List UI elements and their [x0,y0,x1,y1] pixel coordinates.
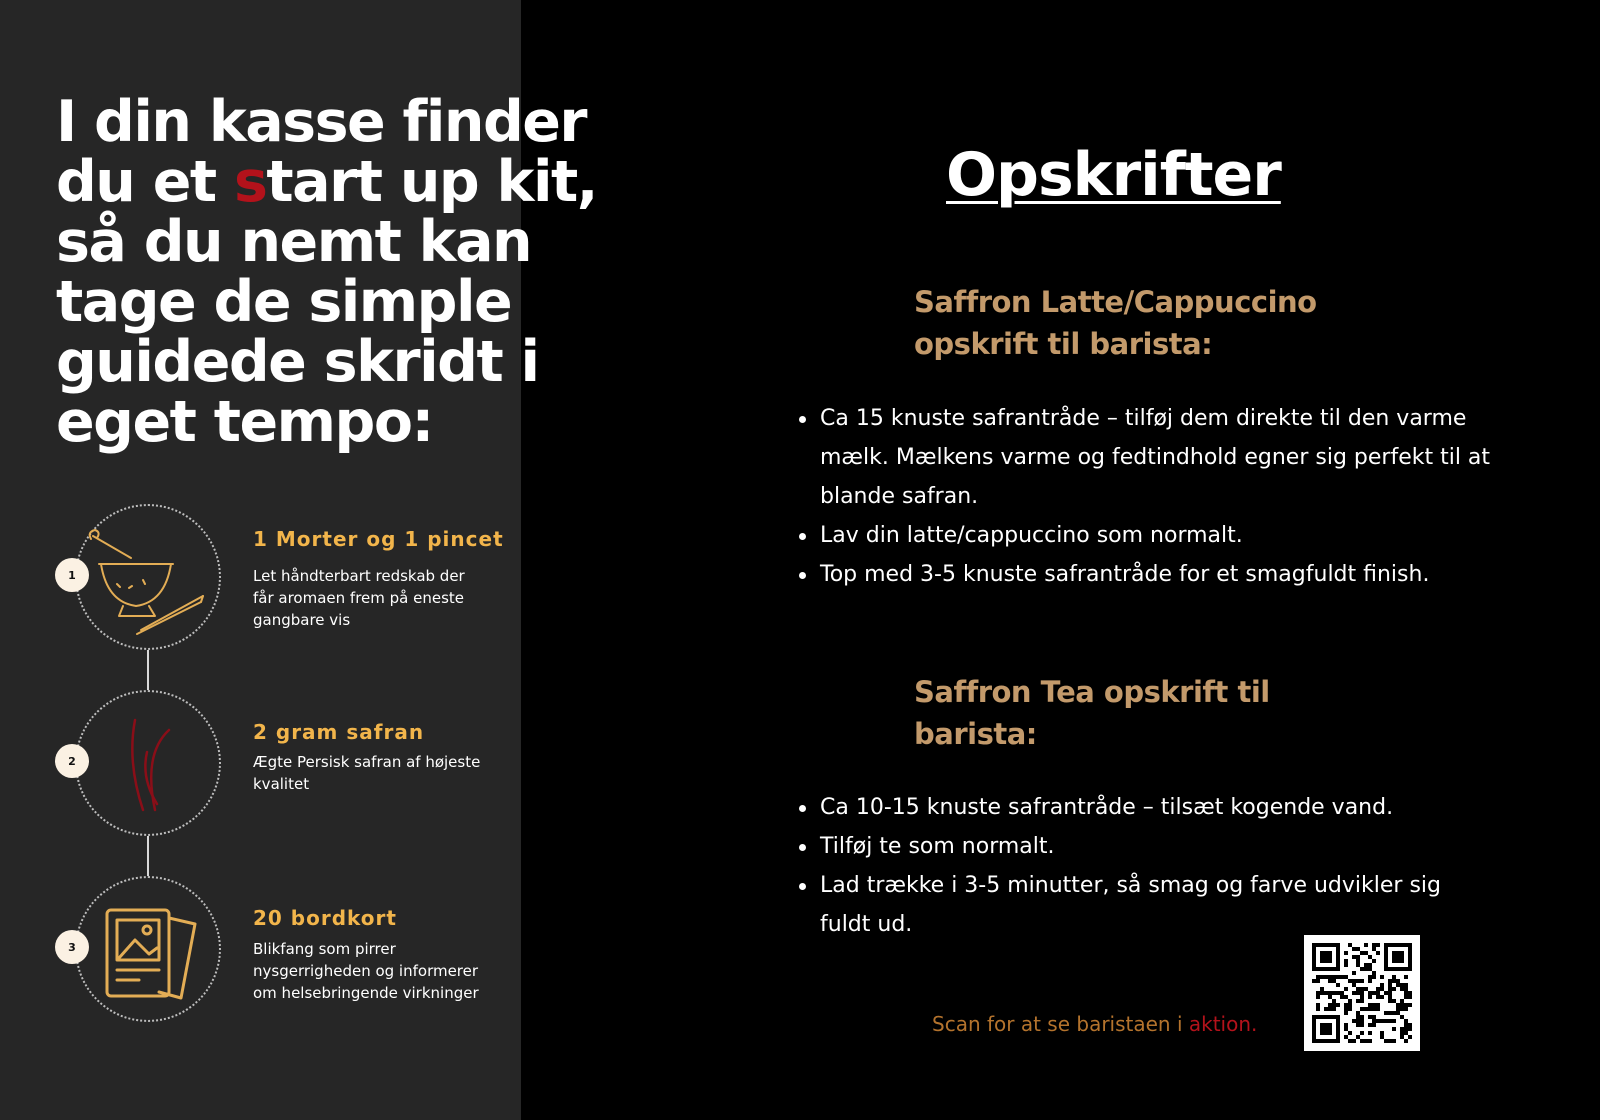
item-1-title: 1 Morter og 1 pincet [253,527,504,551]
list-item: Top med 3-5 knuste safrantråde for et smagfuldt finish. [792,555,1492,594]
item-2-circle [75,690,221,836]
headline [56,89,676,455]
saffron-threads-icon [77,692,223,838]
recipe-2-steps [792,788,1492,944]
list-item: Lav din latte/cappuccino som normalt. [792,516,1492,555]
list-item: Tilføj te som normalt. [792,827,1492,866]
scan-caption-prefix: Scan for at se baristaen i [932,1012,1189,1036]
item-3-description: Blikfang som pirrer nysgerrigheden og informerer om helsebringende virkninger [253,940,479,1002]
recipe-1-steps [792,399,1492,594]
cards-icon [77,878,223,1024]
step-number-badge: 1 [55,558,89,592]
headline-text-end: tart up kit, så du nemt kan tage de simple guidede skridt i eget tempo: [56,149,597,455]
scan-caption-highlight: aktion. [1188,1012,1258,1036]
recipe-1-title: Saffron Latte/Cappuccino opskrift til barista: [914,285,1317,361]
headline-accent-letter: s [233,149,267,215]
timeline-connector [147,650,149,690]
headline-text-start: I din kasse finder du et [56,89,587,215]
qr-code-icon [1304,935,1420,1051]
item-3-title: 20 bordkort [253,906,397,930]
mortar-pestle-tweezers-icon [77,506,223,652]
item-1-description: Let håndterbart redskab der får aromaen frem på eneste gangbare vis [253,567,465,629]
scan-caption [932,1012,1257,1036]
recipe-2-title: Saffron Tea opskrift til barista: [914,675,1270,751]
qr-code[interactable] [1304,935,1420,1051]
item-2-title: 2 gram safran [253,720,425,744]
item-1-circle [75,504,221,650]
step-number-badge: 2 [55,744,89,778]
list-item: Lad trække i 3-5 minutter, så smag og farve udvikler sig fuldt ud. [792,866,1492,944]
step-number-badge: 3 [55,930,89,964]
timeline-connector [147,836,149,876]
item-3-circle [75,876,221,1022]
list-item: Ca 10-15 knuste safrantråde – tilsæt kogende vand. [792,788,1492,827]
item-2-description: Ægte Persisk safran af højeste kvalitet [253,753,481,793]
list-item: Ca 15 knuste safrantråde – tilføj dem direkte til den varme mælk. Mælkens varme og fedtindhold egner sig perfekt til at blande safran. [792,399,1492,516]
page-title: Opskrifter [946,140,1281,210]
